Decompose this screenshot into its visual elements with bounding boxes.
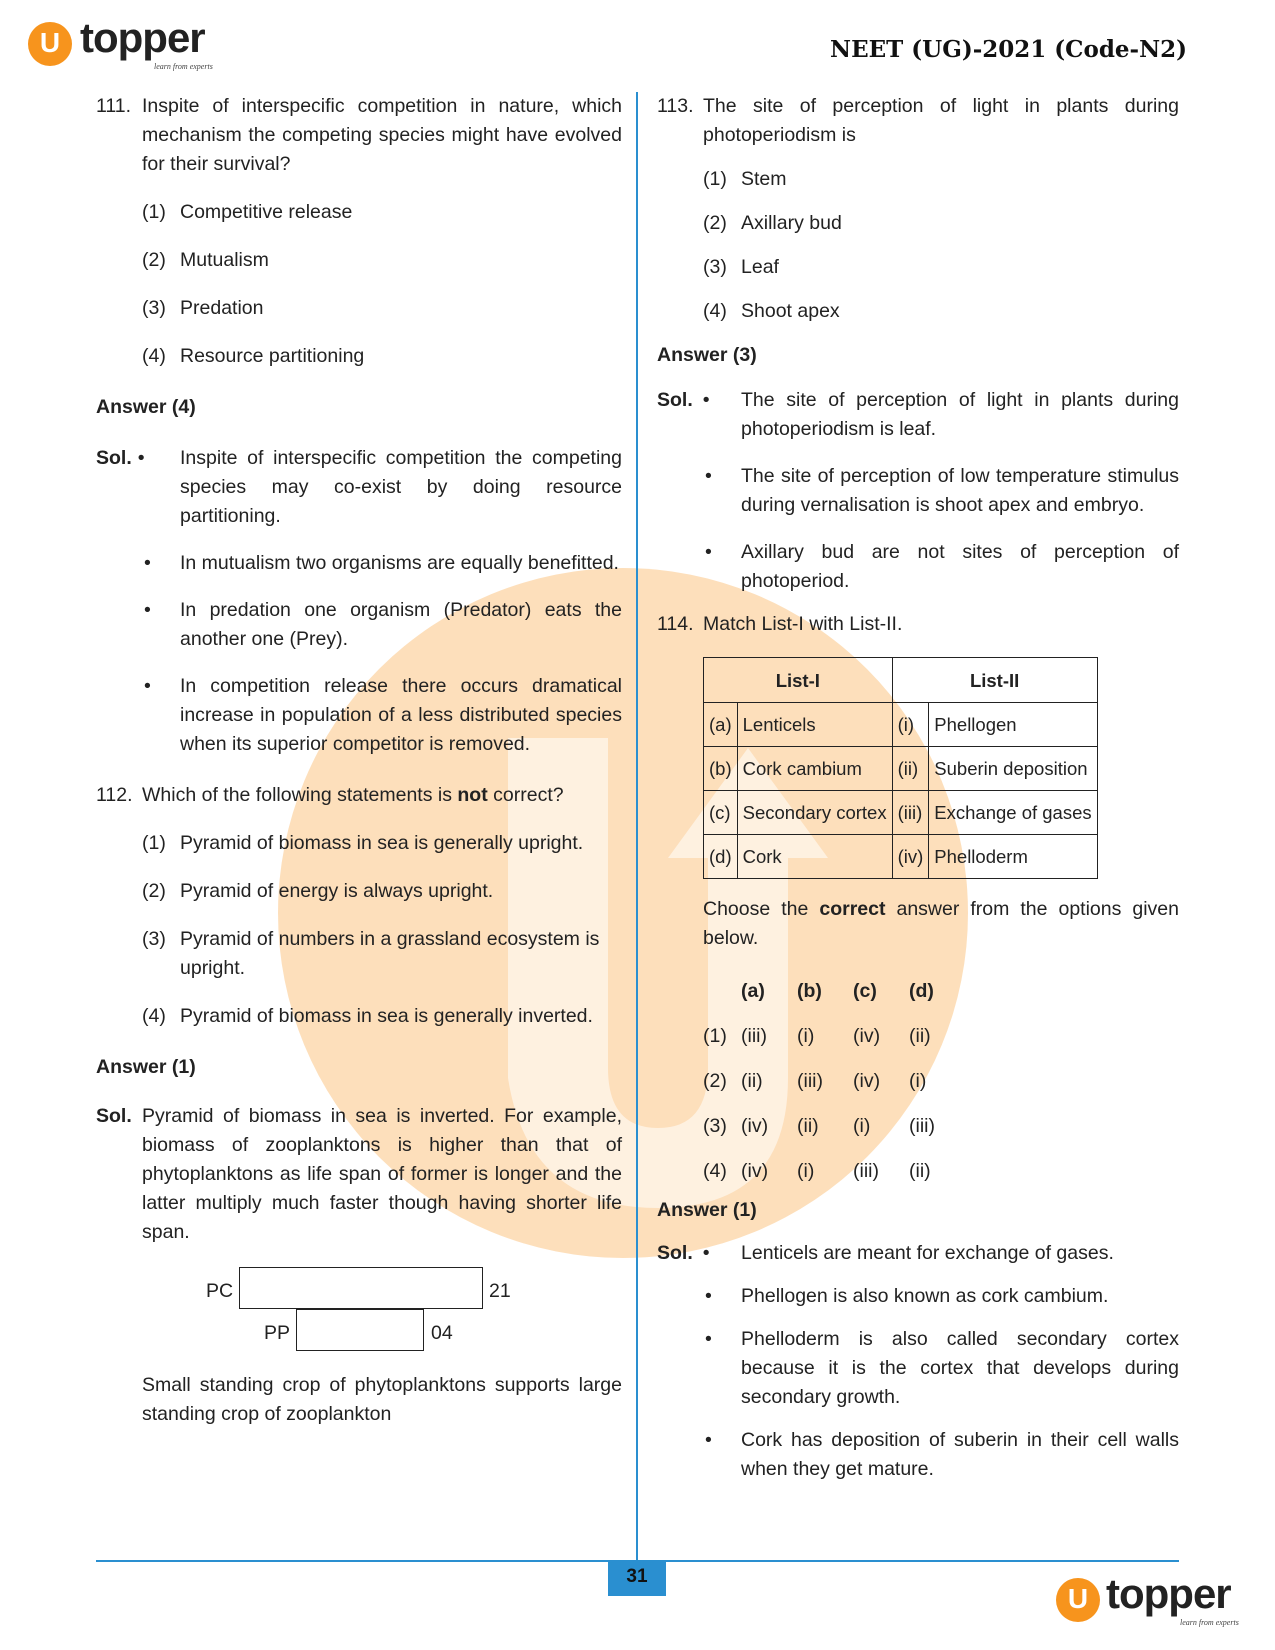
solution-bullet: • In competition release there occurs dramatical increase in population of a less distributed species when its superior competitor is removed. xyxy=(144,675,622,755)
logo-u-icon: U xyxy=(1056,1578,1100,1622)
solution-113: Sol. • The site of perception of light in plants during photoperiodism is leaf. xyxy=(657,389,1179,440)
option: (2) Mutualism xyxy=(142,249,269,271)
table-row: (d) Cork (iv) Phelloderm xyxy=(704,835,1098,879)
solution-bullet: • Phelloderm is also called secondary cortex because it is the cortex that develops during secondary growth. xyxy=(705,1328,1179,1408)
page-number: 31 xyxy=(608,1560,666,1596)
answer-113: Answer (3) xyxy=(657,344,757,366)
logo-text: topper xyxy=(80,14,205,61)
table-row: (c) Secondary cortex (iii) Exchange of gases xyxy=(704,791,1098,835)
options-grid-header: (a) (b) (c) (d) xyxy=(741,980,934,1002)
option: (2) Axillary bud xyxy=(703,212,842,234)
question-114: 114. Match List-I with List-II. xyxy=(657,613,903,635)
solution-112-closing: Small standing crop of phytoplanktons supports large standing crop of zooplankton xyxy=(142,1374,622,1425)
option-row: (4) (iv) (i) (iii) (ii) xyxy=(703,1160,931,1182)
solution-bullet: • Axillary bud are not sites of perception of photoperiod. xyxy=(705,541,1179,592)
right-column xyxy=(657,92,1179,1484)
exam-title: NEET (UG)-2021 (Code-N2) xyxy=(830,36,1187,63)
question-113: 113. The site of perception of light in plants during photoperiodism is xyxy=(657,95,1179,146)
logo-tagline: learn from experts xyxy=(154,62,213,71)
option: (1) Pyramid of biomass in sea is generally upright. xyxy=(142,832,584,854)
logo-tagline: learn from experts xyxy=(1180,1618,1239,1627)
choose-instruction: Choose the correct answer from the options given below. xyxy=(703,898,1179,949)
table-row: (b) Cork cambium (ii) Suberin deposition xyxy=(704,747,1098,791)
solution-111: Sol. • Inspite of interspecific competition the competing species may co-exist by doing resource partitioning. xyxy=(96,447,622,527)
list-i-header: List-I xyxy=(704,658,893,703)
solution-bullet: • The site of perception of low temperature stimulus during vernalisation is shoot apex and embryo. xyxy=(705,465,1179,516)
pyramid-bottom-bar xyxy=(296,1309,424,1351)
list-ii-header: List-II xyxy=(892,658,1097,703)
header-logo xyxy=(28,14,228,74)
option: (2) Pyramid of energy is always upright. xyxy=(142,880,494,902)
question-112: 112. Which of the following statements is not correct? xyxy=(96,784,564,806)
match-table xyxy=(703,657,1098,879)
option: (3) Leaf xyxy=(703,256,779,278)
option: (4) Resource partitioning xyxy=(142,345,365,367)
option-row: (3) (iv) (ii) (i) (iii) xyxy=(703,1115,935,1137)
logo-u-icon: U xyxy=(28,22,72,66)
solution-114: Sol. • Lenticels are meant for exchange of gases. xyxy=(657,1242,1114,1264)
answer-112: Answer (1) xyxy=(96,1056,196,1078)
option: (3) Pyramid of numbers in a grassland ecosystem is upright. xyxy=(142,928,600,979)
answer-114: Answer (1) xyxy=(657,1199,757,1221)
left-column xyxy=(96,92,622,1429)
question-111: 111. Inspite of interspecific competition in nature, which mechanism the competing species might have evolved for their survival? xyxy=(96,95,622,175)
solution-bullet: • Phellogen is also known as cork cambium. xyxy=(705,1285,1109,1307)
logo-text: topper xyxy=(1106,1570,1231,1617)
table-row: (a) Lenticels (i) Phellogen xyxy=(704,703,1098,747)
solution-bullet: • In mutualism two organisms are equally benefitted. xyxy=(144,552,619,574)
biomass-pyramid xyxy=(96,1267,622,1363)
column-divider xyxy=(636,92,638,1560)
pyramid-top-label: PC xyxy=(206,1280,234,1302)
option: (4) Shoot apex xyxy=(703,300,840,322)
option: (1) Competitive release xyxy=(142,201,353,223)
option: (3) Predation xyxy=(142,297,264,319)
solution-bullet: • In predation one organism (Predator) eats the another one (Prey). xyxy=(144,599,622,650)
pyramid-top-bar xyxy=(239,1267,483,1309)
pyramid-bottom-label: PP xyxy=(264,1322,291,1344)
footer-logo xyxy=(1056,1572,1256,1632)
answer-111: Answer (4) xyxy=(96,396,196,418)
pyramid-top-value: 21 xyxy=(489,1280,511,1302)
option-row: (1) (iii) (i) (iv) (ii) xyxy=(703,1025,931,1047)
option: (4) Pyramid of biomass in sea is generally inverted. xyxy=(142,1005,593,1027)
solution-112: Sol. Pyramid of biomass in sea is inverted. For example, biomass of zooplanktons is higher than that of phytoplanktons as life span of former is longer and the latter multiply much faster though having shorter life span. xyxy=(96,1105,622,1243)
option: (1) Stem xyxy=(703,168,787,190)
option-row: (2) (ii) (iii) (iv) (i) xyxy=(703,1070,927,1092)
solution-bullet: • Cork has deposition of suberin in their cell walls when they get mature. xyxy=(705,1429,1179,1480)
options-grid xyxy=(703,969,1179,1194)
pyramid-bottom-value: 04 xyxy=(431,1322,453,1344)
